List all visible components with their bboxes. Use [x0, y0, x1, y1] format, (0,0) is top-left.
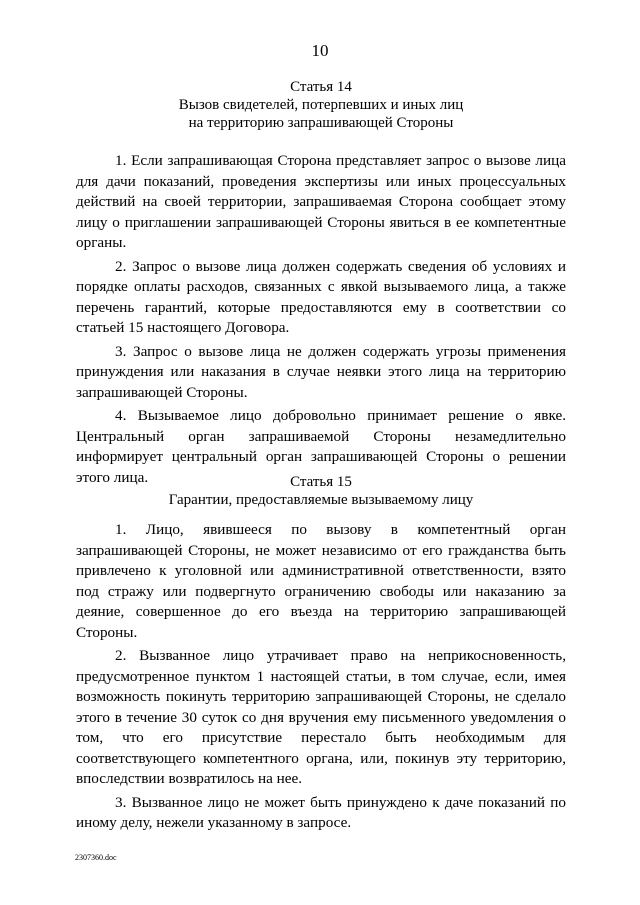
- article-14-paragraph-1: 1. Если запрашивающая Сторона представляет запрос о вызове лица для дачи показаний, проведения экспертизы или иных процессуальных действий на своей территории, запрашиваемая Сторона сообщает этому лицу о приглашении запрашивающей Стороны явиться в ее компетентные органы.: [76, 152, 566, 251]
- article-14-title-line-1: Вызов свидетелей, потерпевших и иных лиц: [178, 97, 464, 113]
- article-14-paragraph-2: 2. Запрос о вызове лица должен содержать сведения об условиях и порядке оплаты расходов, связанных с явкой вызываемого лица, а также перечень гарантий, которые предоставляются ему в соответствии со статьей 15 настоящего Договора.: [76, 257, 566, 336]
- article-14-heading: [76, 78, 566, 132]
- article-14-paragraph-4: 4. Вызываемое лицо добровольно принимает решение о явке. Центральный орган запрашиваемой Стороны незамедлительно информирует центральный орган запрашивающей Стороны о решении этого лица.: [76, 407, 566, 486]
- article-14-number: Статья 14: [290, 79, 352, 95]
- document-file-code: 2307360.doc: [75, 853, 117, 862]
- article-15-paragraph-1: 1. Лицо, явившееся по вызову в компетентный орган запрашивающей Стороны, не может независимо от его гражданства быть привлечено к уголовной или административной ответственности, взято под стражу или подвергнуто ограничению свободы или наказанию за деяние, совершенное до его въезда на территорию запрашивающей Стороны.: [76, 521, 566, 641]
- article-15-number: Статья 15: [290, 474, 352, 490]
- article-14-body: [76, 151, 566, 491]
- article-15-paragraph-2: 2. Вызванное лицо утрачивает право на неприкосновенность, предусмотренное пунктом 1 настоящей статьи, в том случае, если, имея возможность покинуть территорию запрашивающей Стороны, не сделало этого в течение 30 суток со дня вручения ему письменного уведомления о том, что его присутствие перестало быть необходимым для соответствующего компетентного органа, или, покинув эту территорию, впоследствии возвратилось на нее.: [76, 647, 566, 787]
- article-14-title-line-2: на территорию запрашивающей Стороны: [188, 115, 454, 131]
- article-15-paragraph-3: 3. Вызванное лицо не может быть принуждено к даче показаний по иному делу, нежели указанному в запросе.: [76, 793, 566, 831]
- article-14-paragraph-3: 3. Запрос о вызове лица не должен содержать угрозы применения принуждения или наказания в случае неявки этого лица на территорию запрашивающей Стороны.: [76, 342, 566, 401]
- article-15-body: [76, 520, 566, 837]
- article-15-heading: [76, 473, 566, 509]
- article-15-title-line-1: Гарантии, предоставляемые вызываемому лицу: [168, 492, 474, 508]
- page-number: 10: [311, 41, 329, 60]
